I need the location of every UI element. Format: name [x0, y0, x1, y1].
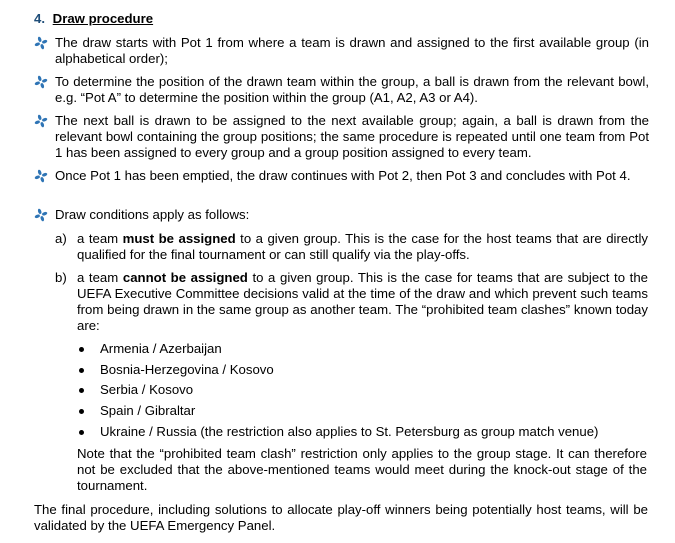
clash-text: Spain / Gibraltar [100, 403, 196, 418]
section-title: Draw procedure [52, 11, 154, 26]
clash-list-item [79, 362, 274, 378]
condition-text-pre: a team [77, 231, 123, 246]
flower-bullet-icon [34, 75, 48, 89]
clash-list-item [79, 403, 195, 419]
bullet-item [34, 113, 649, 161]
clash-text: Ukraine / Russia (the restriction also applies to St. Petersburg as group match venue) [100, 424, 599, 439]
final-paragraph: The final procedure, including solutions to allocate play-off winners being potentially host teams, will be validated by the UEFA Emergency Panel. [34, 502, 648, 533]
clash-list-item [79, 341, 222, 357]
bullet-item [34, 168, 649, 184]
condition-text-bold: must be assigned [122, 231, 236, 246]
flower-bullet-icon [34, 114, 48, 128]
condition-marker: a) [55, 231, 67, 246]
clash-list-item [79, 424, 598, 440]
section-heading [34, 10, 153, 28]
bullet-item [34, 35, 649, 67]
bullet-text: To determine the position of the drawn team within the group, a ball is drawn from the relevant bowl, e.g. “Pot A” to determine the position within the group (A1, A2, A3 or A4). [55, 74, 649, 105]
flower-bullet-icon [34, 36, 48, 50]
bullet-text: The draw starts with Pot 1 from where a team is drawn and assigned to the first available group (in alphabetical order); [55, 35, 649, 66]
condition-text-pre: a team [77, 270, 123, 285]
bullet-dot-icon [79, 388, 84, 393]
bullet-dot-icon [79, 430, 84, 435]
clash-text: Serbia / Kosovo [100, 382, 194, 397]
condition-text [77, 270, 648, 334]
condition-text [77, 231, 648, 263]
bullet-text: The next ball is drawn to be assigned to the next available group; again, a ball is drawn from the relevant bowl containing the group positions; the same procedure is repeated until one team from Pot 1 has been assigned to every group and a group position assigned to every team. [55, 113, 649, 160]
bullet-text: Draw conditions apply as follows: [55, 207, 250, 222]
condition-text-post: to a given group. This is the case for the host teams that are directly qualified for the final tournament or can still qualify via the play-offs. [77, 231, 648, 262]
section-number: 4. [34, 11, 45, 26]
condition-b [55, 270, 648, 334]
flower-bullet-icon [34, 208, 48, 222]
condition-a [55, 231, 648, 263]
clash-text: Bosnia-Herzegovina / Kosovo [100, 362, 274, 377]
bullet-text: Once Pot 1 has been emptied, the draw continues with Pot 2, then Pot 3 and concludes with Pot 4. [55, 168, 631, 183]
condition-text-post: to a given group. This is the case for teams that are subject to the UEFA Executive Committee decisions valid at the time of the draw and which prevent such teams from being drawn in the same group as another team. The “prohibited team clashes” known today are: [77, 270, 648, 333]
flower-bullet-icon [34, 169, 48, 183]
bullet-item [34, 74, 649, 106]
bullet-dot-icon [79, 347, 84, 352]
clash-text: Armenia / Azerbaijan [100, 341, 222, 356]
bullet-dot-icon [79, 409, 84, 414]
bullet-item [34, 207, 649, 223]
bullet-dot-icon [79, 368, 84, 373]
condition-marker: b) [55, 270, 67, 285]
clash-list-item [79, 382, 193, 398]
note-paragraph: Note that the “prohibited team clash” restriction only applies to the group stage. It can therefore not be excluded that the above-mentioned teams would meet during the knock-out stage of the tournament. [77, 446, 647, 493]
condition-text-bold: cannot be assigned [122, 270, 248, 285]
